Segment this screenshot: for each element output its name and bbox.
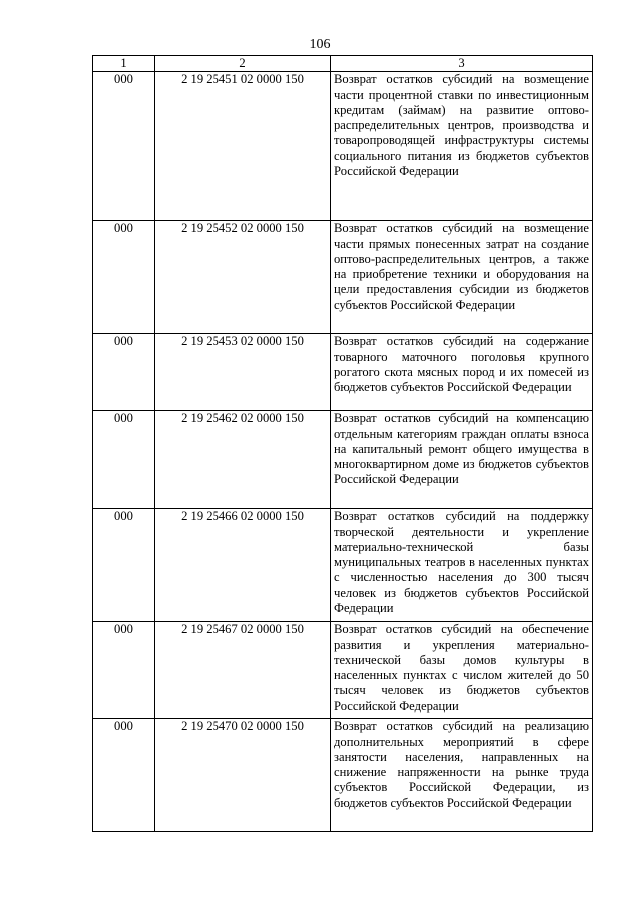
admin-code-cell: 000	[93, 72, 155, 221]
table-row	[93, 622, 593, 719]
admin-code-cell: 000	[93, 719, 155, 832]
budget-code-cell: 2 19 25452 02 0000 150	[155, 221, 331, 334]
admin-code-cell: 000	[93, 334, 155, 411]
admin-code-cell: 000	[93, 221, 155, 334]
budget-code-cell: 2 19 25451 02 0000 150	[155, 72, 331, 221]
table-row	[93, 719, 593, 832]
admin-code-cell: 000	[93, 622, 155, 719]
description-cell: Возврат остатков субсидий на возмещение части прямых понесенных затрат на создание оптово-распределительных центров, а также на приобретение техники и оборудования на цели предоставления субсидии из бюджетов субъектов Российской Федерации	[331, 221, 593, 334]
budget-code-cell: 2 19 25467 02 0000 150	[155, 622, 331, 719]
admin-code-cell: 000	[93, 509, 155, 622]
column-header: 1	[93, 56, 155, 72]
description-cell: Возврат остатков субсидий на реализацию дополнительных мероприятий в сфере занятости населения, направленных на снижение напряженности на рынке труда субъектов Российской Федерации, из бюджетов субъектов Российской Федерации	[331, 719, 593, 832]
budget-code-cell: 2 19 25453 02 0000 150	[155, 334, 331, 411]
table-header-row	[93, 56, 593, 72]
column-header: 3	[331, 56, 593, 72]
description-cell: Возврат остатков субсидий на возмещение части процентной ставки по инвестиционным кредитам (займам) на развитие оптово-распределительных центров, производства и товаропроводящей инфраструктуры системы социального питания из бюджетов субъектов Российской Федерации	[331, 72, 593, 221]
budget-code-cell: 2 19 25466 02 0000 150	[155, 509, 331, 622]
column-header: 2	[155, 56, 331, 72]
table-row	[93, 509, 593, 622]
admin-code-cell: 000	[93, 411, 155, 509]
table-row	[93, 334, 593, 411]
budget-code-cell: 2 19 25462 02 0000 150	[155, 411, 331, 509]
budget-classification-table	[92, 55, 593, 832]
page-number: 106	[309, 37, 331, 52]
table-row	[93, 411, 593, 509]
description-cell: Возврат остатков субсидий на поддержку творческой деятельности и укрепление материально-технической базы муниципальных театров в населенных пунктах с численностью населения до 300 тысяч человек из бюджетов субъектов Российской Федерации	[331, 509, 593, 622]
table-row	[93, 72, 593, 221]
table-row	[93, 221, 593, 334]
budget-code-cell: 2 19 25470 02 0000 150	[155, 719, 331, 832]
description-cell: Возврат остатков субсидий на содержание товарного маточного поголовья крупного рогатого скота мясных пород и их помесей из бюджетов субъектов Российской Федерации	[331, 334, 593, 411]
description-cell: Возврат остатков субсидий на обеспечение развития и укрепления материально-технической базы домов культуры в населенных пунктах с числом жителей до 50 тысяч человек из бюджетов субъектов Российской Федерации	[331, 622, 593, 719]
description-cell: Возврат остатков субсидий на компенсацию отдельным категориям граждан оплаты взноса на капитальный ремонт общего имущества в многоквартирном доме из бюджетов субъектов Российской Федерации	[331, 411, 593, 509]
